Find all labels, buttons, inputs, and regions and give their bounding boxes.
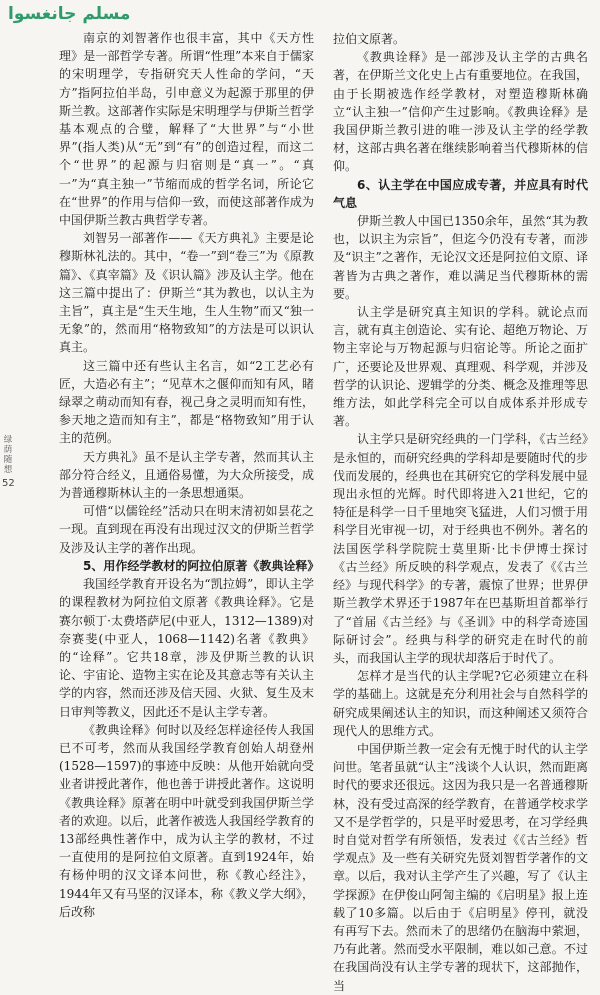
paragraph: 南京的刘智著作也很丰富，其中《天方性理》是一部哲学专著。所谓“性理”本来自于儒家的宋明理学，专指研究天人性命的学问，“天方”指阿拉伯半岛，引申意义为起源于那里的伊斯兰教。这部著作实际是宋明理学与伊斯兰哲学基本观点的合璧，解释了“大世界”与“小世界”(指人类)从“无”到“有”的创造过程，而这二个“世界”的起源与归宿则是“真一”。“真一”为“真主独一”节缩而成的哲学名词，所论它在“世界”的作用与信仰一致，而使这部著作成为中国伊斯兰教古典哲学专著。 bbox=[59, 31, 314, 228]
page-number: 52 bbox=[2, 478, 15, 489]
paragraph: 认主学只是研究经典的一门学科，《古兰经》是永恒的，而研究经典的学科却是要随时代的步伐而发展的，经典也在其研究它的学科发展中显现出永恒的光辉。时代即将进入21世纪，它的特征是科学一日千里地突飞猛进，人们习惯于用科学目光审视一切，对于经典也不例外。著名的法国医学科学院院士莫里斯·比卡伊博士探讨《古兰经》所反映的科学观点，发表了《《古兰经》与现代科学》的专著，震惊了世界；世界伊斯兰教学术界还于1987年在巴基斯坦首都举行了“首届《古兰经》与《圣训》中的科学奇迹国际研讨会”。经典与科学的研究走在时代的前头，而我国认主学的现状却落后于时代了。 bbox=[333, 432, 588, 665]
paragraph: 天方典礼》虽不是认主学专著，然而其认主部分符合经义，且通俗易懂，为大众所接受，成为普通穆斯林认主的一条思想通渠。 bbox=[59, 449, 314, 501]
paragraph: 怎样才是当代的认主学呢?它必须建立在科学的基础上。这就是充分利用社会与自然科学的研究成果阐述认主的知识，而这种阐述又须符合现代人的思维方式。 bbox=[333, 669, 588, 738]
paragraph: 伊斯兰教人中国已1350余年，虽然“其为教也，以识主为宗旨”，但迄今仍没有专著，而涉及“识主”之著作，无论汉文还是阿拉伯文原、译著皆为古典之著作，难以满足当代穆斯林的需要。 bbox=[333, 214, 588, 301]
paragraph: 刘智另一部著作——《天方典礼》主要是论穆斯林礼法的。其中，“卷一”到“卷三”为《原教篇》、《真宰篇》及《识认篇》涉及认主学。他在这三篇中提出了：伊斯兰“其为教也，以认主为主旨”，真主是“生天生地，生人生物”而又“独一无象”的，然而用“格物致知”的方法是可以识认真主。 bbox=[59, 231, 314, 355]
section-label: 绿荫随想 bbox=[3, 435, 13, 475]
paragraph: 认主学是研究真主知识的学科。就论点而言，就有真主创造论、实有论、超绝万物论、万物主宰论与万物起源与归宿论等。所论之面扩广，还要论及世界观、真理观、科学观，并涉及哲学的认识论、逻辑学的分类、概念及推理等思维方法，如此学科完全可以自成体系并形成专著。 bbox=[333, 305, 588, 429]
section-heading: 6、认主学在中国应成专著，并应具有时代气息 bbox=[333, 177, 588, 210]
paragraph: 中国伊斯兰教一定会有无愧于时代的认主学问世。笔者虽就“认主”浅谈个人认识，然而距离时代的要求还很远。这因为我只是一名普通穆斯林，没有受过高深的经学教育，在普通学校求学又不是学哲学的，只是平时爱思考，在习学经典时自觉对哲学有所领悟，发表过《《古兰经》哲学观点》及一些有关研究先贤刘智哲学著作的文章。以后，我对认主学产生了兴趣，写了《认主学探源》在伊俊山阿訇主编的《启明星》报上连载了10多篇。以后由于《启明星》停刊，就没有再写下去。然而未了的思绪仍在脑海中萦迴，乃有此著。然而受水平限制，难以如己意。不过在我国尚没有认主学专著的现状下，这部抛作，当 bbox=[333, 741, 588, 993]
magazine-logo: مسلم جانغسوا bbox=[8, 4, 131, 24]
paragraph-continuation: 拉伯文原著。 bbox=[333, 32, 406, 46]
section-heading: 5、用作经学教材的阿拉伯原著《教典诠释》 bbox=[83, 558, 320, 573]
left-column bbox=[59, 29, 320, 921]
right-column bbox=[333, 30, 588, 995]
paragraph: 可惜“以儒铨经”活动只在明末清初如昙花之一现。直到现在再没有出现过汉文的伊斯兰哲学及涉及认主学的著作出现。 bbox=[59, 504, 314, 555]
paragraph: 这三篇中还有些认主名言，如“2工艺必有匠，大造必有主”；“见草木之偃仰而知有风，睹绿翠之萌动而知有春，视己身之灵明而知有性，参天地之造而知有主”，都是“格物致知”用于认主的范例。 bbox=[59, 358, 314, 446]
paragraph: 《教典诠释》是一部涉及认主学的古典名著，在伊斯兰文化史上占有重要地位。在我国，由于长期被选作经学教材，对塑造穆斯林确立“认主独一”信仰产生过影响。《教典诠释》是我国伊斯兰教引进的唯一涉及认主学的经学教材，这部古典名著在继续影响着当代穆斯林的信仰。 bbox=[333, 50, 588, 174]
paragraph: 我国经学教育开设名为“凯拉姆”，即认主学的课程教材为阿拉伯文原著《教典诠释》。它是赛尔顿丁·太费塔萨尼(中亚人，1312—1389)对奈赛斐(中亚人，1068—1142)名著《教典》的“诠释”。它共18章，涉及伊斯兰教的认识论、宇宙论、造物主实在论及其意志等有关认主学的内容，然而还涉及信天园、火狱、复生及末日审判等教义，因此还不是认主学专著。 bbox=[59, 577, 314, 719]
paragraph: 《教典诠释》何时以及经怎样途径传人我国已不可考，然而从我国经学教育创始人胡登州(1528—1597)的事迹中反映：从他开始就向受业者讲授此著作，他也善于讲授此著作。这说明《教典诠释》原著在明中叶就受到我国伊斯兰学者的欢迎。以后，此著作被选人我国经学教育的13部经典性著作中，成为认主学的教材，不过一直使用的是阿拉伯文原著。直到1924年，始有杨仲明的汉文译本问世，称《教心经注》，1944年又有马坚的汉译本，称《教义学大纲》，后改称 bbox=[59, 722, 314, 919]
